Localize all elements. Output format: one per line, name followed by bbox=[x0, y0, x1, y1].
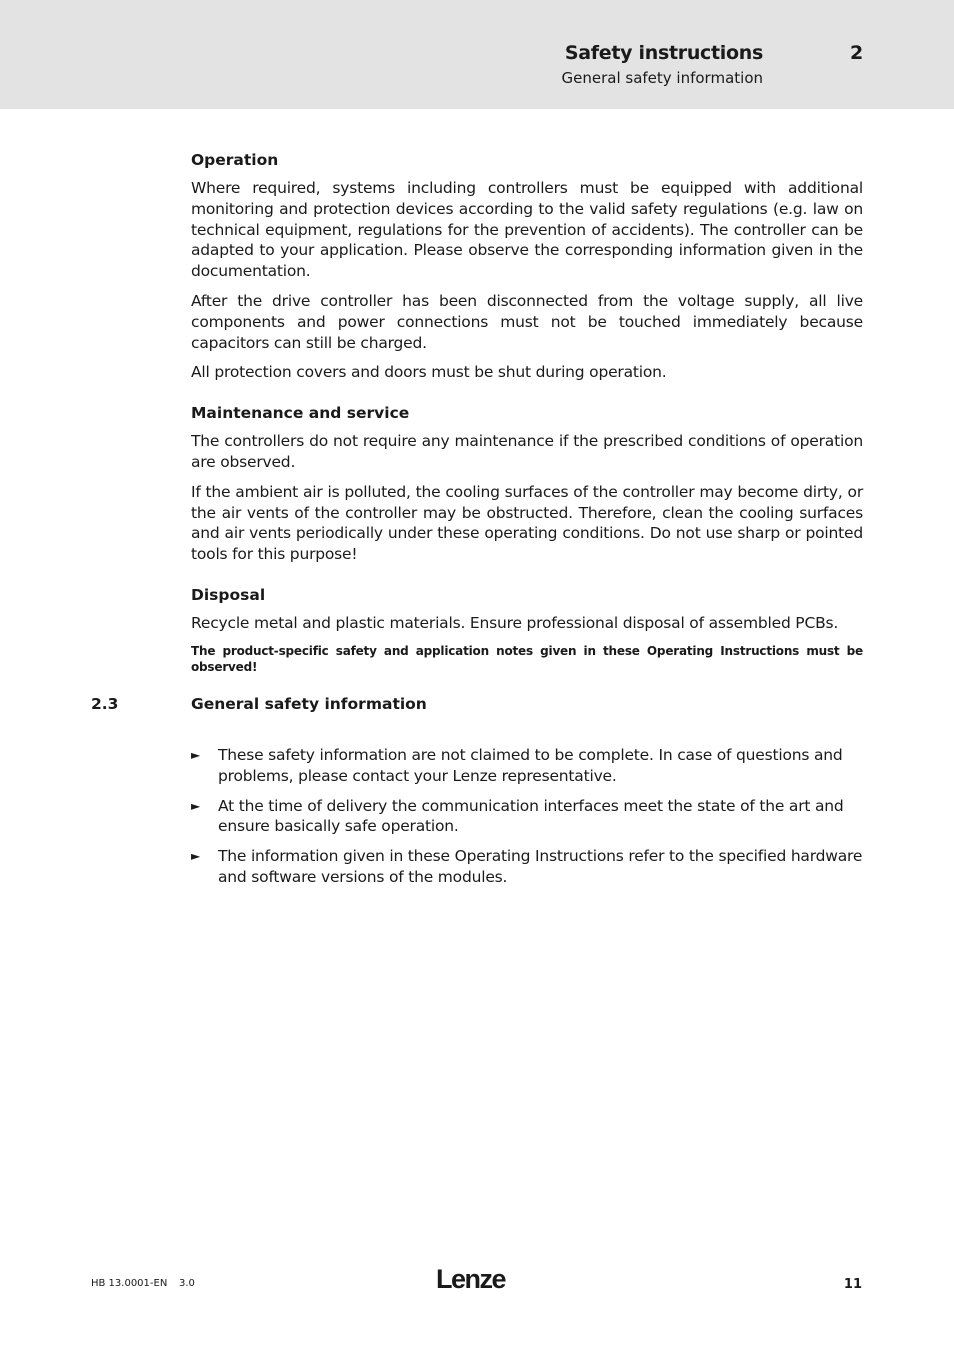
list-item bbox=[191, 745, 863, 787]
lenze-logo bbox=[436, 1262, 516, 1294]
paragraph: Where required, systems including controllers must be equipped with additional monitoring and protection devices according to the valid safety regulations (e.g. law on technical equipment, regulations for the prevention of accidents). The controller can be adapted to your application. Please observe the corresponding information given in the documentation. bbox=[191, 179, 863, 281]
triangle-right-icon: ► bbox=[191, 849, 201, 864]
page-header bbox=[0, 0, 954, 109]
list-item bbox=[191, 846, 863, 888]
section-title: General safety information bbox=[191, 695, 427, 713]
triangle-right-icon: ► bbox=[191, 798, 201, 813]
safety-note: The product-specific safety and application notes given in these Operating Instructions must be observed! bbox=[191, 643, 863, 674]
paragraph: All protection covers and doors must be shut during operation. bbox=[191, 363, 667, 382]
paragraph: Recycle metal and plastic materials. Ensure professional disposal of assembled PCBs. bbox=[191, 613, 839, 632]
heading-operation: Operation bbox=[191, 151, 279, 169]
paragraph: After the drive controller has been disconnected from the voltage supply, all live components and power connections must not be touched immediately because capacitors can still be charged. bbox=[191, 291, 863, 352]
lenze-logo-text: Lenze bbox=[436, 1264, 506, 1294]
section-number: 2.3 bbox=[91, 695, 119, 713]
bullet-list bbox=[191, 745, 863, 897]
main-content bbox=[191, 150, 863, 675]
chapter-number: 2 bbox=[850, 42, 864, 64]
list-item-text: At the time of delivery the communication interfaces meet the state of the art and ensure basically safe operation. bbox=[218, 796, 844, 836]
heading-disposal: Disposal bbox=[191, 585, 266, 604]
list-item bbox=[191, 796, 863, 838]
chapter-subtitle: General safety information bbox=[561, 69, 763, 87]
chapter-title: Safety instructions bbox=[564, 42, 763, 64]
paragraph: The controllers do not require any maintenance if the prescribed conditions of operation are observed. bbox=[191, 432, 863, 471]
list-item-text: These safety information are not claimed to be complete. In case of questions and problems, please contact your Lenze representative. bbox=[218, 746, 843, 785]
paragraph: If the ambient air is polluted, the cooling surfaces of the controller may become dirty, or the air vents of the controller may be obstructed. Therefore, clean the cooling surfaces and air vents periodically under these operating conditions. Do not use sharp or pointed tools for this purpose! bbox=[191, 482, 863, 564]
page-number: 11 bbox=[843, 1277, 862, 1292]
list-item-text: The information given in these Operating Instructions refer to the specified hardware and software versions of the modules. bbox=[218, 847, 863, 886]
document-id: HB 13.0001-EN bbox=[91, 1278, 168, 1289]
triangle-right-icon: ► bbox=[191, 748, 201, 762]
heading-maintenance: Maintenance and service bbox=[191, 404, 410, 423]
document-version: 3.0 bbox=[179, 1278, 195, 1289]
